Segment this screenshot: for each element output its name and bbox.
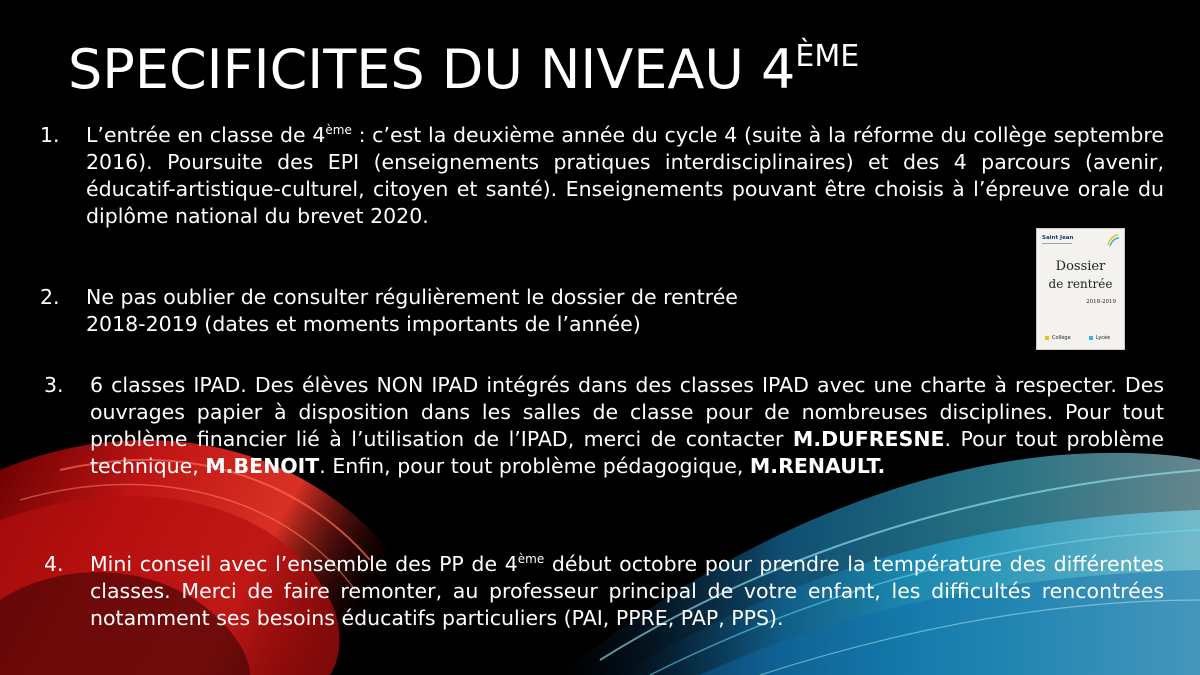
dossier-college-legend: [1045, 335, 1071, 341]
college-square-icon: [1045, 336, 1049, 340]
list-number: 3.: [44, 373, 64, 397]
dossier-title-line-2: de rentrée: [1048, 277, 1113, 291]
list-item-text: [86, 122, 1164, 230]
dossier-lycee-legend: [1089, 335, 1110, 341]
list-item-line-1: Ne pas oublier de consulter régulièrement le dossier de rentrée: [86, 285, 738, 309]
list-number: 2.: [40, 285, 60, 309]
logo-swirl-icon: [1106, 233, 1120, 247]
slide-title-text: SPECIFICITES DU NIVEAU 4: [68, 38, 796, 101]
list-item-text: [90, 372, 1164, 480]
slide-title-superscript: ÈME: [795, 39, 860, 74]
lycee-square-icon: [1089, 336, 1093, 340]
list-item-2: [40, 284, 866, 338]
contact-name-renault: M.RENAULT.: [749, 454, 886, 478]
contact-name-benoit: M.BENOIT: [205, 454, 320, 478]
text-run: début octobre pour prendre la température des différentes classes. Merci de faire remonter, au professeur principal de votre enfant, les difficultés rencontrées notamment ses besoins éducatifs particuliers (PAI, PPRE, PAP, PPS).: [90, 552, 1164, 630]
college-label: Collège: [1052, 335, 1071, 341]
list-item-1: [40, 122, 1165, 230]
dossier-cover-image: [1036, 228, 1125, 350]
dossier-logo: Saint Jean: [1042, 235, 1074, 241]
dossier-title-line-1: Dossier: [1055, 259, 1106, 274]
list-item-line-2: 2018-2019 (dates et moments importants de l’année): [86, 312, 641, 336]
dossier-year: 2018-2019: [1086, 299, 1116, 305]
list-number: 4.: [44, 552, 64, 576]
slide-title: [68, 40, 859, 99]
text-run: . Enfin, pour tout problème pédagogique,: [319, 454, 750, 478]
text-run: Mini conseil avec l’ensemble des PP de 4: [90, 552, 518, 576]
text-run: . Pour tout problème technique,: [90, 427, 1164, 478]
divider: [1042, 243, 1072, 244]
lycee-label: Lycée: [1096, 335, 1111, 341]
list-item-4: [44, 551, 1164, 632]
superscript: ème: [517, 552, 545, 566]
list-item-3: [44, 372, 1164, 480]
contact-name-dufresne: M.DUFRESNE: [792, 427, 945, 451]
superscript: ème: [325, 123, 352, 137]
text-run: : c’est la deuxième année du cycle 4 (suite à la réforme du collège septembre 2016). Poursuite des EPI (enseignements pratiques interdisciplinaires) et des 4 parcours (avenir, éducatif-artistique-culturel, citoyen et santé). Enseignements pouvant être choisis à l’épreuve orale du diplôme national du brevet 2020.: [86, 123, 1165, 228]
text-run: 6 classes IPAD. Des élèves NON IPAD intégrés dans des classes IPAD avec une charte à respecter. Des ouvrages papier à disposition dans les salles de classe pour de nombreuses disciplines. Pour tout problème financier lié à l’utilisation de l’IPAD, merci de contacter: [90, 373, 1164, 451]
text-run: L’entrée en classe de 4: [86, 123, 326, 147]
list-number: 1.: [40, 123, 60, 147]
list-item-text: [90, 551, 1164, 632]
